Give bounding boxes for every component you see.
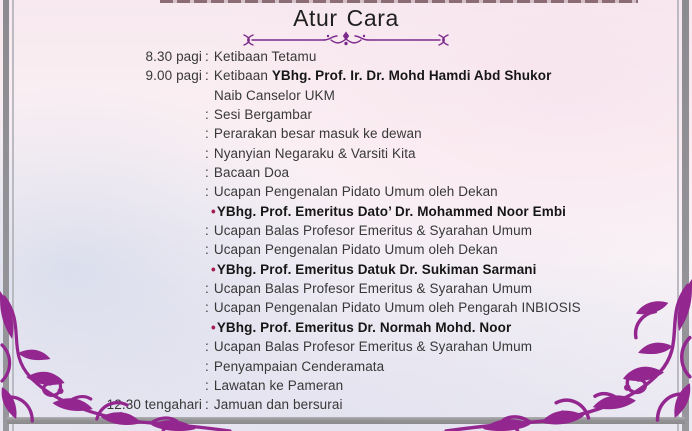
time-label	[0, 240, 202, 259]
row-text: Lawatan ke Pameran	[213, 377, 344, 393]
row-marker: :	[205, 242, 209, 258]
page-title: Atur Cara	[293, 5, 399, 31]
time-label: 9.00 pagi	[145, 68, 202, 84]
row-text: Nyanyian Negaraku & Varsiti Kita	[213, 145, 416, 161]
row-text: Ketibaan YBhg. Prof. Ir. Dr. Mohd Hamdi Abd Shukor	[213, 68, 552, 84]
row-body	[205, 144, 416, 163]
program-row	[0, 163, 692, 182]
program-row	[0, 66, 692, 85]
row-marker: :	[205, 68, 209, 84]
program-row	[0, 260, 692, 279]
row-marker: •	[211, 203, 216, 219]
row-marker: •	[211, 261, 216, 277]
row-text: Ketibaan Tetamu	[213, 49, 317, 64]
row-text: Sesi Bergambar	[213, 107, 313, 123]
program-row	[0, 47, 692, 66]
time-label	[0, 182, 202, 201]
row-body	[205, 105, 312, 124]
cropped-text-remnant	[160, 0, 638, 3]
row-marker: :	[205, 377, 209, 393]
corner-flourish-icon	[0, 291, 232, 431]
row-body	[205, 240, 498, 259]
row-body	[205, 124, 422, 143]
row-marker: :	[205, 49, 209, 64]
row-marker: :	[205, 358, 209, 374]
row-text: Ucapan Balas Profesor Emeritus & Syarahan Umum	[213, 281, 533, 297]
row-body	[214, 86, 335, 105]
program-row	[0, 144, 692, 163]
time-label	[0, 105, 202, 124]
program-row	[0, 240, 692, 259]
row-marker: :	[205, 300, 209, 316]
program-row	[0, 202, 692, 221]
row-text: YBhg. Prof. Emeritus Dr. Normah Mohd. Noor	[216, 319, 512, 335]
row-body	[205, 182, 498, 201]
row-text: YBhg. Prof. Emeritus Dato’ Dr. Mohammed Noor Embi	[216, 203, 567, 219]
row-marker: :	[205, 126, 209, 142]
time-label	[0, 144, 202, 163]
row-text: Ucapan Pengenalan Pidato Umum oleh Dekan	[213, 184, 498, 200]
ornamental-divider-icon	[230, 30, 462, 48]
time-label	[0, 221, 202, 240]
row-marker: :	[205, 165, 209, 181]
row-marker: :	[205, 107, 209, 123]
row-marker: :	[205, 223, 209, 239]
time-label	[0, 163, 202, 182]
program-row	[0, 182, 692, 201]
time-label	[0, 202, 202, 221]
corner-flourish-icon	[444, 279, 692, 431]
row-text: Penyampaian Cenderamata	[213, 358, 385, 374]
row-marker: :	[205, 397, 209, 413]
row-text: Ucapan Pengenalan Pidato Umum oleh Pengarah INBIOSIS	[213, 300, 581, 316]
time-label: 8.30 pagi	[145, 49, 202, 64]
row-marker: :	[205, 281, 209, 297]
row-text: Ucapan Pengenalan Pidato Umum oleh Dekan	[213, 242, 498, 258]
row-marker: :	[205, 339, 209, 355]
time-label: 12.30 tengahari	[106, 397, 202, 413]
row-marker: :	[205, 145, 209, 161]
row-body	[205, 47, 316, 66]
row-body	[205, 221, 532, 240]
row-text: Jamuan dan bersurai	[213, 397, 343, 413]
program-row	[0, 86, 692, 105]
row-body	[211, 260, 537, 279]
program-row	[0, 124, 692, 143]
row-body	[205, 163, 289, 182]
row-text: Ucapan Balas Profesor Emeritus & Syarahan Umum	[213, 339, 533, 355]
program-row	[0, 221, 692, 240]
row-text: Perarakan besar masuk ke dewan	[213, 126, 422, 142]
row-marker: •	[211, 319, 216, 335]
program-row	[0, 105, 692, 124]
time-label	[0, 260, 202, 279]
row-text: YBhg. Prof. Emeritus Datuk Dr. Sukiman Sarmani	[216, 261, 537, 277]
row-body	[205, 66, 551, 85]
row-body	[211, 202, 566, 221]
row-text: Naib Canselor UKM	[214, 87, 335, 103]
row-text: Ucapan Balas Profesor Emeritus & Syarahan Umum	[213, 223, 533, 239]
row-text: Bacaan Doa	[213, 165, 290, 181]
row-marker: :	[205, 184, 209, 200]
time-label	[0, 86, 202, 105]
time-label	[0, 124, 202, 143]
